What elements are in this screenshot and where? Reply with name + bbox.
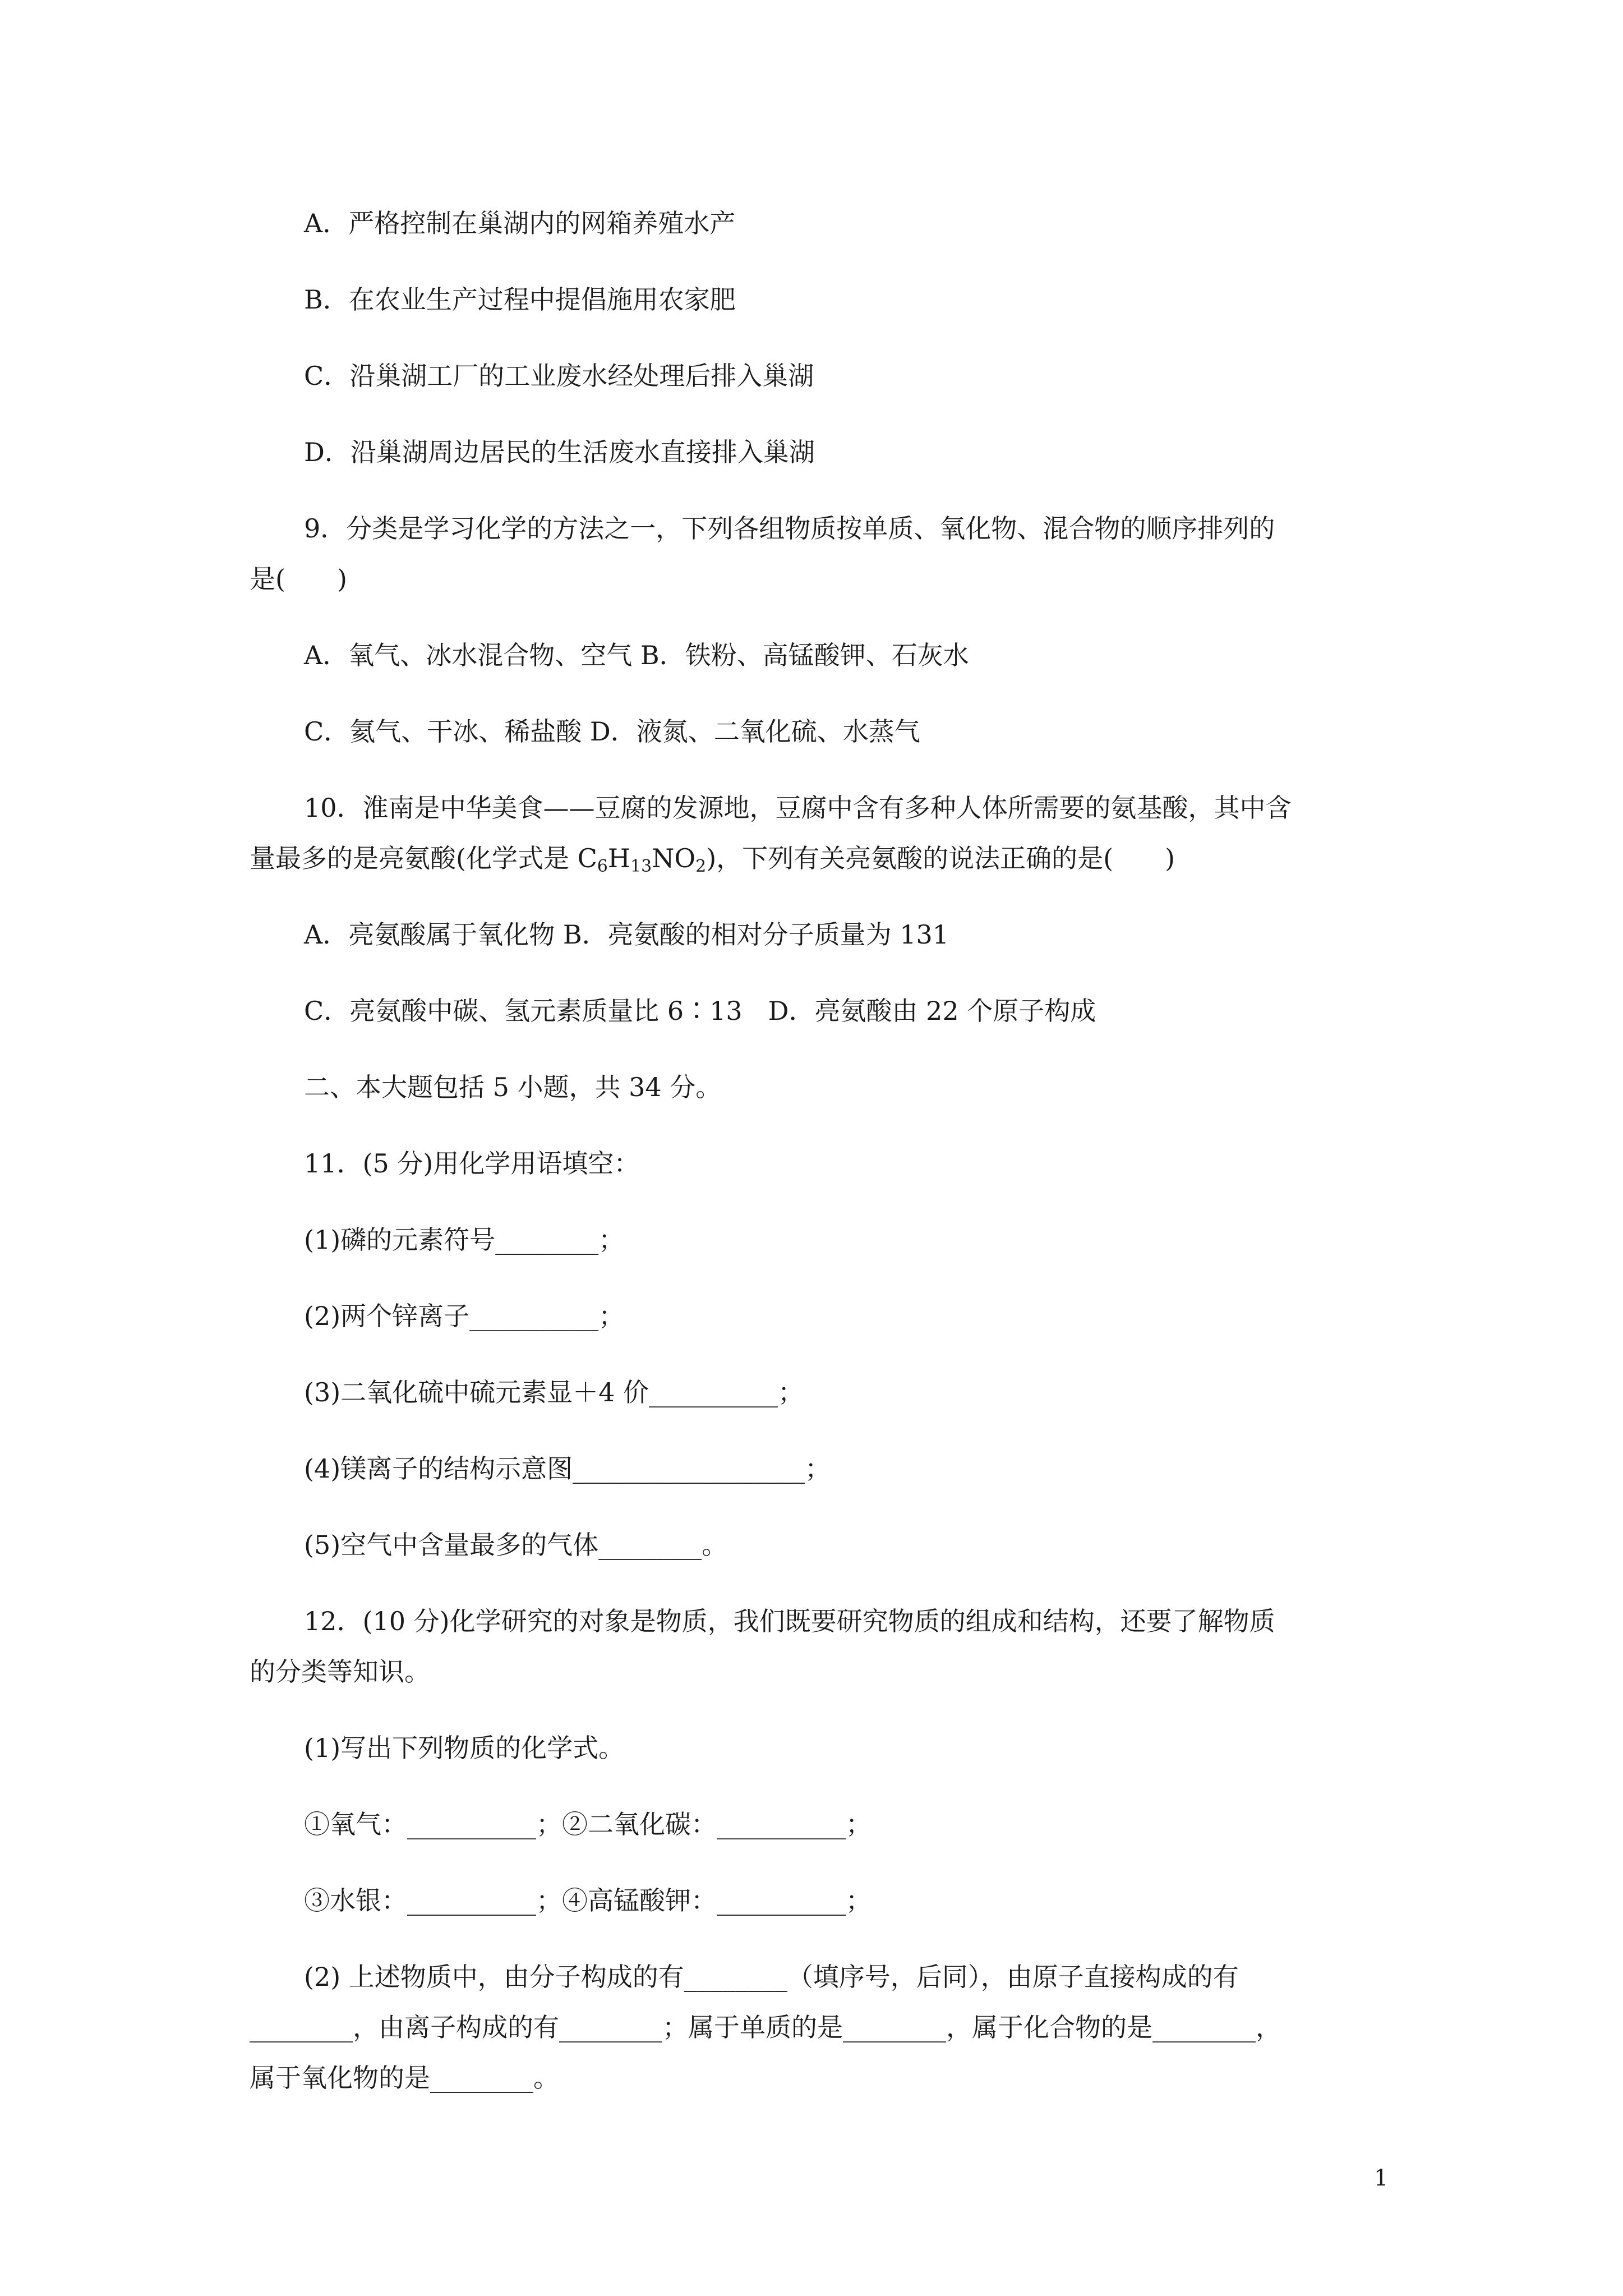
question-11-part3: (3)二氧化硫中硫元素显＋4 价__________； — [304, 1377, 804, 1407]
question-11-part2: (2)两个锌离子__________； — [304, 1301, 625, 1331]
question-9-options-ab: A．氧气、冰水混合物、空气 B．铁粉、高锰酸钾、石灰水 — [304, 640, 969, 670]
question-9-line2: 是( ) — [250, 564, 347, 594]
question-9-line1: 9．分类是学习化学的方法之一，下列各组物质按单质、氧化物、混合物的顺序排列的 — [304, 513, 1275, 544]
option-8d: D．沿巢湖周边居民的生活废水直接排入巢湖 — [304, 437, 815, 467]
question-12-part2-line2: ________，由离子构成的有________；属于单质的是________，属于化合物的是________， — [250, 2012, 1281, 2042]
formula-sub-o: 2 — [695, 857, 707, 876]
question-10-options-cd: C．亮氨酸中碳、氢元素质量比 6∶13 D．亮氨酸由 22 个原子构成 — [304, 996, 1096, 1026]
question-11-stem: 11．(5 分)用化学用语填空： — [304, 1148, 640, 1179]
formula-text-before: 量最多的是亮氨酸(化学式是 C — [250, 843, 597, 873]
question-12-part2-line3: 属于氧化物的是________。 — [250, 2063, 559, 2093]
formula-no: NO — [652, 843, 696, 873]
section-2-heading: 二、本大题包括 5 小题，共 34 分。 — [304, 1072, 722, 1102]
formula-sub-h: 13 — [630, 857, 652, 876]
page-number: 1 — [1374, 2165, 1389, 2191]
formula-h: H — [607, 843, 630, 873]
question-12-part1-row2: ③水银：__________；④高锰酸钾：__________； — [304, 1885, 872, 1916]
question-10-line1: 10．淮南是中华美食——豆腐的发源地，豆腐中含有多种人体所需要的氨基酸，其中含 — [304, 793, 1292, 823]
formula-text-after: )，下列有关亮氨酸的说法正确的是( ) — [706, 843, 1175, 873]
question-12-line2: 的分类等知识。 — [250, 1657, 430, 1687]
question-12-line1: 12．(10 分)化学研究的对象是物质，我们既要研究物质的组成和结构，还要了解物质 — [304, 1606, 1275, 1636]
question-10-options-ab: A．亮氨酸属于氧化物 B．亮氨酸的相对分子质量为 131 — [304, 919, 949, 950]
question-11-part5: (5)空气中含量最多的气体________。 — [304, 1530, 728, 1560]
option-8a: A．严格控制在巢湖内的网箱养殖水产 — [304, 208, 736, 238]
question-10-line2 — [250, 843, 1175, 876]
question-12-part1-row1: ①氧气：__________；②二氧化碳：__________； — [304, 1809, 872, 1839]
option-8b: B．在农业生产过程中提倡施用农家肥 — [304, 284, 736, 315]
question-9-options-cd: C．氦气、干冰、稀盐酸 D．液氮、二氧化硫、水蒸气 — [304, 716, 920, 747]
question-11-part1: (1)磷的元素符号________； — [304, 1225, 625, 1255]
option-8c: C．沿巢湖工厂的工业废水经处理后排入巢湖 — [304, 361, 814, 391]
question-12-part2-line1: (2) 上述物质中，由分子构成的有________（填序号，后同），由原子直接构成的有 — [304, 1962, 1239, 1992]
question-12-part1: (1)写出下列物质的化学式。 — [304, 1733, 625, 1763]
formula-sub-c: 6 — [597, 857, 608, 876]
question-11-part4: (4)镁离子的结构示意图__________________； — [304, 1453, 831, 1484]
